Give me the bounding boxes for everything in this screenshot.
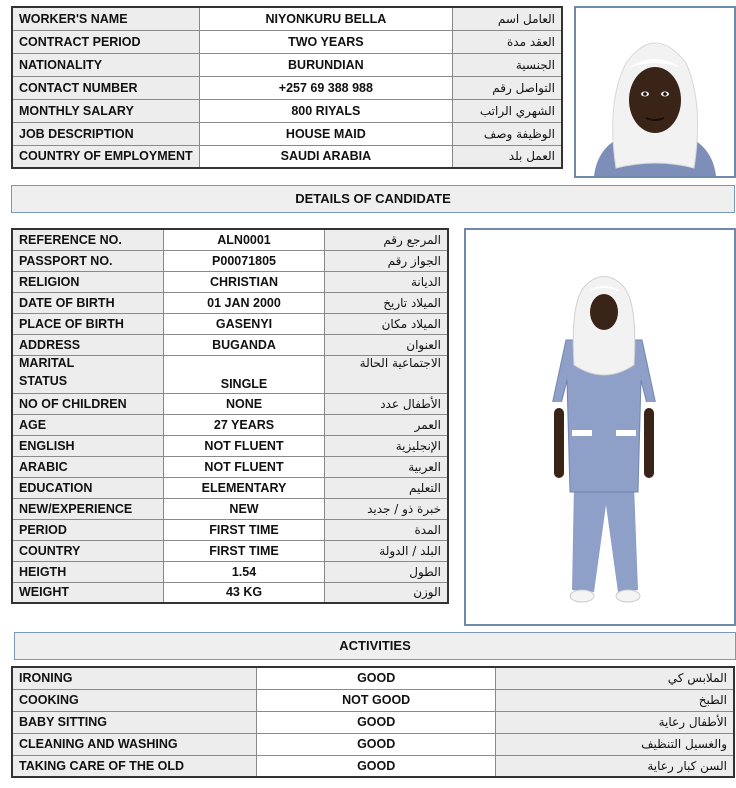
details-heading: DETAILS OF CANDIDATE: [11, 185, 735, 213]
row-label: PASSPORT NO.: [12, 250, 164, 271]
activities-table: [11, 666, 735, 778]
details-row: [12, 271, 448, 292]
row-value: GOOD: [257, 667, 496, 689]
row-label: PLACE OF BIRTH: [12, 313, 164, 334]
details-row: [12, 334, 448, 355]
row-value: GOOD: [257, 755, 496, 777]
row-value: CHRISTIAN: [164, 271, 325, 292]
worker-info-row: [12, 122, 562, 145]
worker-info-row: [12, 7, 562, 30]
row-label: COUNTRY OF EMPLOYMENT: [12, 145, 199, 168]
row-value: GOOD: [257, 711, 496, 733]
details-row: [12, 292, 448, 313]
row-arabic-label: الأطفال عدد: [324, 393, 448, 414]
worker-info-row: [12, 99, 562, 122]
row-label: WEIGHT: [12, 582, 164, 603]
worker-info-table: [11, 6, 563, 169]
row-arabic-label: العربية: [324, 456, 448, 477]
row-arabic-label: المرجع رقم: [324, 229, 448, 250]
row-arabic-label: السن كبار رعاية: [496, 755, 734, 777]
row-arabic-label: الطول: [324, 561, 448, 582]
row-value: SAUDI ARABIA: [199, 145, 452, 168]
row-arabic-label: العمل بلد: [453, 145, 562, 168]
row-arabic-label: العمر: [324, 414, 448, 435]
details-row: [12, 313, 448, 334]
row-value: NOT FLUENT: [164, 435, 325, 456]
row-arabic-label: الميلاد تاريخ: [324, 292, 448, 313]
details-row: [12, 498, 448, 519]
details-row: [12, 456, 448, 477]
details-row: [12, 393, 448, 414]
headshot-illustration: [576, 8, 734, 176]
row-label: DATE OF BIRTH: [12, 292, 164, 313]
details-row: [12, 250, 448, 271]
row-arabic-label: التواصل رقم: [453, 76, 562, 99]
row-value: 01 JAN 2000: [164, 292, 325, 313]
activity-row: [12, 689, 734, 711]
row-value: NOT GOOD: [257, 689, 496, 711]
row-label: RELIGION: [12, 271, 164, 292]
row-arabic-label: العنوان: [324, 334, 448, 355]
activity-row: [12, 667, 734, 689]
row-label-line-1: MARITAL: [19, 355, 75, 370]
row-label: CONTACT NUMBER: [12, 76, 199, 99]
row-label: COUNTRY: [12, 540, 164, 561]
row-value: FIRST TIME: [164, 519, 325, 540]
worker-info-row: [12, 76, 562, 99]
row-arabic-label: الجنسية: [453, 53, 562, 76]
row-value: SINGLE: [164, 355, 325, 393]
row-arabic-label: الميلاد مكان: [324, 313, 448, 334]
row-value: 800 RIYALS: [199, 99, 452, 122]
row-arabic-label: البلد / الدولة: [324, 540, 448, 561]
row-label-line-2: STATUS: [19, 373, 68, 388]
activities-heading: ACTIVITIES: [14, 632, 736, 660]
row-arabic-label: التعليم: [324, 477, 448, 498]
row-value: ALN0001: [164, 229, 325, 250]
row-arabic-label: الإنجليزية: [324, 435, 448, 456]
row-label: EDUCATION: [12, 477, 164, 498]
candidate-full-photo: [464, 228, 736, 626]
row-label: JOB DESCRIPTION: [12, 122, 199, 145]
row-value: NEW: [164, 498, 325, 519]
worker-info-row: [12, 53, 562, 76]
row-arabic-label: الوزن: [324, 582, 448, 603]
row-label: NEW/EXPERIENCE: [12, 498, 164, 519]
row-arabic-label: العامل اسم: [453, 7, 562, 30]
row-value: TWO YEARS: [199, 30, 452, 53]
details-table: [11, 228, 449, 604]
details-row: [12, 477, 448, 498]
row-label: BABY SITTING: [12, 711, 257, 733]
activity-row: [12, 733, 734, 755]
row-arabic-label: الملابس كي: [496, 667, 734, 689]
details-row: [12, 519, 448, 540]
worker-info-row: [12, 145, 562, 168]
row-label: ADDRESS: [12, 334, 164, 355]
row-value: +257 69 388 988: [199, 76, 452, 99]
activity-row: [12, 755, 734, 777]
row-value: NOT FLUENT: [164, 456, 325, 477]
row-label: PERIOD: [12, 519, 164, 540]
row-label: HEIGTH: [12, 561, 164, 582]
row-label: REFERENCE NO.: [12, 229, 164, 250]
details-row: [12, 355, 448, 393]
row-value: HOUSE MAID: [199, 122, 452, 145]
row-label: MONTHLY SALARY: [12, 99, 199, 122]
details-row: [12, 561, 448, 582]
row-label: IRONING: [12, 667, 257, 689]
row-value: GASENYI: [164, 313, 325, 334]
row-value: 43 KG: [164, 582, 325, 603]
candidate-headshot: [574, 6, 736, 178]
row-arabic-label: العقد مدة: [453, 30, 562, 53]
row-arabic-label: الديانة: [324, 271, 448, 292]
details-row: [12, 540, 448, 561]
details-row: [12, 229, 448, 250]
row-value: NIYONKURU BELLA: [199, 7, 452, 30]
row-arabic-label: الأطفال رعاية: [496, 711, 734, 733]
row-label: TAKING CARE OF THE OLD: [12, 755, 257, 777]
row-label: NO OF CHILDREN: [12, 393, 164, 414]
row-arabic-label: خبرة ذو / جديد: [324, 498, 448, 519]
activity-row: [12, 711, 734, 733]
details-row: [12, 582, 448, 603]
row-arabic-label: الجواز رقم: [324, 250, 448, 271]
row-arabic-label: والغسيل التنظيف: [496, 733, 734, 755]
row-label: COOKING: [12, 689, 257, 711]
row-arabic-label: الاجتماعية الحالة: [324, 355, 448, 393]
row-value: 1.54: [164, 561, 325, 582]
worker-info-row: [12, 30, 562, 53]
row-value: P00071805: [164, 250, 325, 271]
row-value: 27 YEARS: [164, 414, 325, 435]
row-label: CONTRACT PERIOD: [12, 30, 199, 53]
row-label: NATIONALITY: [12, 53, 199, 76]
row-label: [12, 355, 164, 393]
row-label: ARABIC: [12, 456, 164, 477]
row-value: FIRST TIME: [164, 540, 325, 561]
details-row: [12, 435, 448, 456]
details-row: [12, 414, 448, 435]
row-label: WORKER'S NAME: [12, 7, 199, 30]
row-label: AGE: [12, 414, 164, 435]
row-label: CLEANING AND WASHING: [12, 733, 257, 755]
row-arabic-label: المدة: [324, 519, 448, 540]
row-arabic-label: الشهري الراتب: [453, 99, 562, 122]
row-arabic-label: الوظيفة وصف: [453, 122, 562, 145]
row-value: BUGANDA: [164, 334, 325, 355]
row-value: ELEMENTARY: [164, 477, 325, 498]
row-label: ENGLISH: [12, 435, 164, 456]
full-body-illustration: [466, 230, 734, 624]
row-value: GOOD: [257, 733, 496, 755]
row-value: NONE: [164, 393, 325, 414]
row-arabic-label: الطبخ: [496, 689, 734, 711]
row-value: BURUNDIAN: [199, 53, 452, 76]
